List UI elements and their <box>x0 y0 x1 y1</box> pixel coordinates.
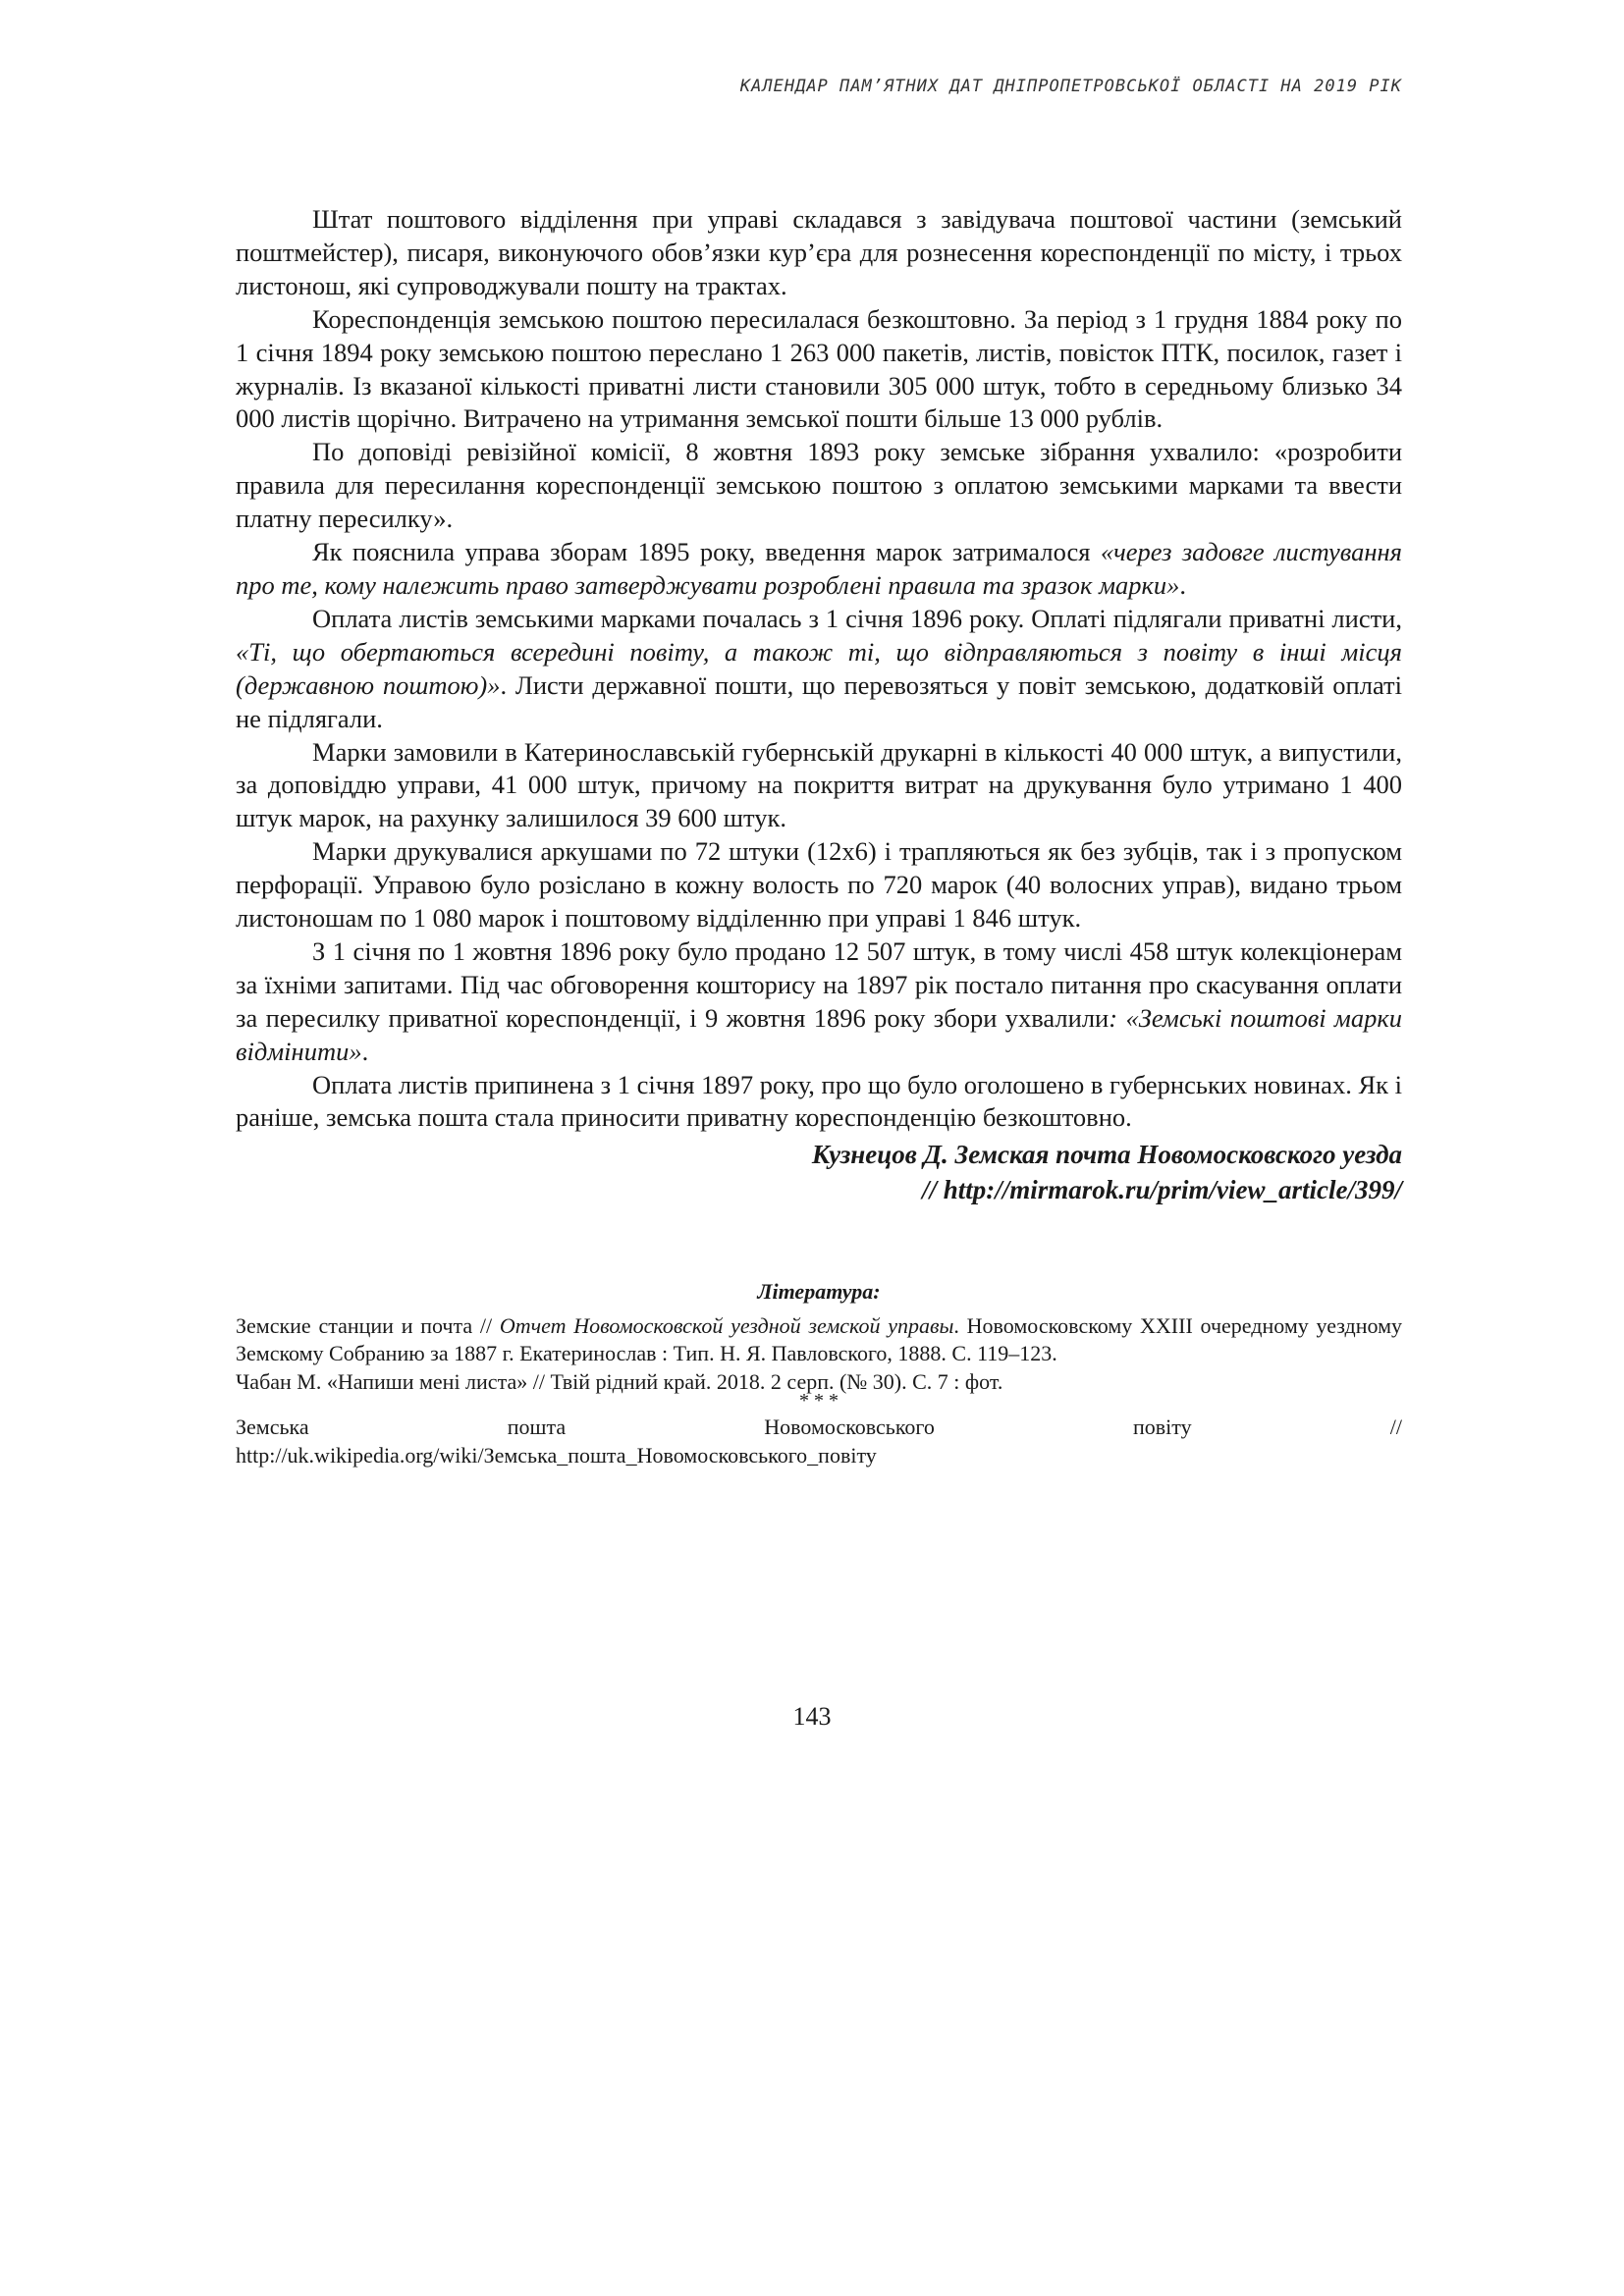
paragraph-delay <box>236 536 1402 603</box>
text-run: Оплата листів земськими марками почалась з 1 січня 1896 року. Оплаті підлягали приватні листи, <box>312 603 1402 633</box>
literature-section <box>236 1278 1402 1469</box>
running-header: КАЛЕНДАР ПАМ’ЯТНИХ ДАТ ДНІПРОПЕТРОВСЬКОЇ ОБЛАСТІ НА 2019 РІК <box>739 77 1402 96</box>
italic-quote: «Ті, що обертаються всередині повіту, а також ті, що відправляються з повіту в інші місця (державною поштою)» <box>236 636 1402 700</box>
literature-item <box>236 1312 1402 1368</box>
text-run: Як пояснила управа зборам 1895 року, введення марок затрималося <box>312 537 1101 567</box>
text-run: З 1 січня по 1 жовтня 1896 року було продано 12 507 штук, в тому числі 458 штук колекціонерам за їхніми запитами. Під час обговорення кошторису на 1897 рік постало питання про скасування оплати за пересилку приватної кореспонденції, і 9 жовтня 1896 року збори ухвалили <box>236 935 1402 1033</box>
text-run: . <box>1179 569 1187 600</box>
article-body <box>236 203 1402 1207</box>
text-word: Земська <box>236 1415 309 1439</box>
page-number: 143 <box>792 1702 832 1731</box>
literature-url[interactable]: http://uk.wikipedia.org/wiki/Земська_пошта_Новомосковського_повіту <box>236 1442 877 1468</box>
literature-heading: Література: <box>757 1279 881 1304</box>
literature-item: Чабан М. «Напиши мені листа» // Твій рідний край. 2018. 2 серп. (№ 30). С. 7 : фот. <box>236 1368 1003 1394</box>
paragraph-sales <box>236 935 1402 1069</box>
italic-title: Отчет Новомосковской уездной земской управы <box>499 1312 954 1338</box>
separator-asterisks: * * * <box>799 1390 839 1412</box>
text-run: . Новомосковскому XXIII очередному уездному Земскому Собранию за 1887 г. Екатеринослав : Тип. Н. Я. Павловского, 1888. С. 119–123. <box>236 1312 1403 1365</box>
text-word: // <box>1389 1415 1402 1439</box>
paragraph-free-mail: Кореспонденція земською поштою пересилалася безкоштовно. За період з 1 грудня 1884 року по 1 січня 1894 року земською поштою переслано 1 263 000 пакетів, листів, повісток ПТК, посилок, газет і журналів. Із вказаної кількості приватні листи становили 305 000 штук, тобто в середньому близько 34 000 листів щорічно. Витрачено на утримання земської пошти більше 13 000 рублів. <box>236 303 1402 434</box>
source-citation <box>236 1137 1402 1207</box>
source-url[interactable]: // http://mirmarok.ru/prim/view_article/399/ <box>921 1175 1402 1205</box>
text-run: . Листи державної пошти, що перевозяться у повіт земською, додатковій оплаті не підлягали. <box>236 669 1402 733</box>
paragraph-end: Оплата листів припинена з 1 січня 1897 року, про що було оголошено в губернських новинах. Як і раніше, земська пошта стала приносити приватну кореспонденцію безкоштовно. <box>236 1069 1402 1133</box>
paragraph-payment-start <box>236 603 1402 736</box>
italic-quote: : «Земські поштові марки відмінити» <box>236 1002 1402 1066</box>
paragraph-sheets: Марки друкувалися аркушами по 72 штуки (12х6) і трапляються як без зубців, так і з пропуском перфорації. Управою було розіслано в кожну волость по 720 марок (40 волосних управ), видано трьом листоношам по 1 080 марок і поштовому відділенню при управі 1 846 штук. <box>236 836 1402 934</box>
text-run: Земские станции и почта // <box>236 1312 500 1338</box>
italic-quote: «через задовге листування про те, кому належить право затверджувати розроблені правила та зразок марки» <box>236 537 1402 600</box>
text-word: Новомосковського <box>764 1415 935 1439</box>
paragraph-staff: Штат поштового відділення при управі складався з завідувача поштової частини (земський поштмейстер), писаря, виконуючого обов’язки кур’єра для рознесення кореспонденції по місту, і трьох листонош, які супроводжували пошту на трактах. <box>236 204 1402 300</box>
text-word: пошта <box>507 1415 567 1439</box>
text-run: . <box>361 1036 369 1066</box>
text-word: повіту <box>1133 1415 1192 1439</box>
source-author-title: Кузнецов Д. Земская почта Новомосковского уезда <box>811 1140 1402 1170</box>
literature-item-web <box>236 1414 1402 1442</box>
paragraph-commission: По доповіді ревізійної комісії, 8 жовтня 1893 року земське зібрання ухвалило: «розробити правила для пересилання кореспонденції земською поштою з оплатою земськими марками та ввести платну пересилку». <box>236 437 1402 534</box>
paragraph-printing-order: Марки замовили в Катеринославській губернській друкарні в кількості 40 000 штук, а випустили, за доповіддю управи, 41 000 штук, причому на покриття витрат на друкування було утримано 1 400 штук марок, на рахунку залишилося 39 600 штук. <box>236 736 1402 833</box>
